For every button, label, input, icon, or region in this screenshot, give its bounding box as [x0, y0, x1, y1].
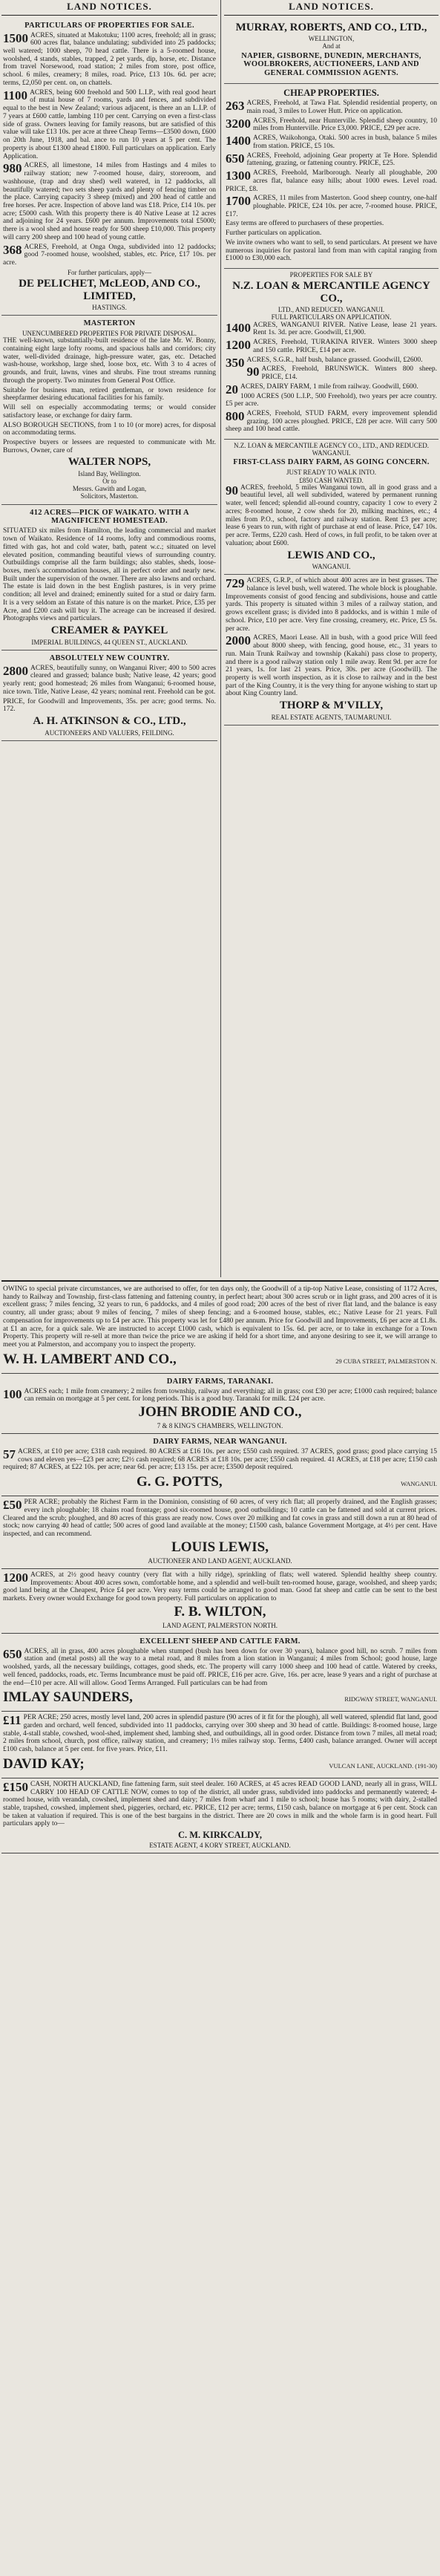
ad-saunders: [1, 1634, 439, 1712]
ad-firm-desc: NAPIER, GISBORNE, DUNEDIN, MERCHANTS, WOOLBROKERS, AUCTIONEERS, LAND AND GENERAL COMMISSION AGENTS.: [241, 51, 421, 78]
ad-paragraph: 650 ACRES, Freehold, adjoining Gear property at Te Hore. Splendid fattening, grazing, or fattening country. PRICE, £25.: [226, 151, 437, 168]
ad-paragraph: 350 ACRES, S.G.R., half bush, balance grassed. Goodwill, £2600.: [226, 355, 423, 370]
ad-paragraph: 1400 ACRES, WANGANUI RIVER. Native Lease, lease 21 years. Rent 1s. 3d. per acre. Goodwill, £1,900.: [226, 320, 437, 337]
ad-paragraph: Easy terms are offered to purchasers of these properties.: [226, 220, 384, 228]
ad-firm-name: A. H. ATKINSON & CO., LTD.,: [33, 715, 186, 728]
ad-subtitle: JUST READY TO WALK INTO.: [286, 469, 377, 477]
ad-paragraph: 2800 ACRES, beautifully sunny, on Wanganui River; 400 to 500 acres cleared and grassed; balance bush; Native lease, 42 years; good yearly rent; good homestead; 26 miles from Wanganui; 6-roomed house, nice town. Title, Native Lease, 42 years; nominal rent. Freehold can be got.: [3, 663, 216, 696]
ad-address: ESTATE AGENT, 4 KORY STREET, AUCKLAND.: [149, 1842, 291, 1850]
ad-address: Island Bay, Wellington.: [78, 469, 141, 477]
left-section-header: LAND NOTICES.: [1, 0, 217, 16]
ad-title: CHEAP PROPERTIES.: [283, 88, 379, 99]
ad-paragraph: 650 ACRES, all in grass, 400 acres ploughable when stumped (bush has been down for over 30 years), balance good hill, no scrub. 7 miles from station and (metal posts) all the way to a metal road, and 8 miles from a lion station in Wanganui; 4 miles from School; good house, large woolshed, yards, all the necessary buildings, cottages, good sheds, etc. The property will carry 1000 sheep and 100 head of cattle. Watered by creeks, well fenced, paddocks, roads, etc. Terms Incumbrance must be paid off. PRICE, £16 per acre. Give, 16s. per acre, lease 9 years and a right of purchase at the end—£10 per acre. All will allow. Good Terms Arranged. Full particulars can be had from: [3, 1646, 437, 1687]
ad-thorp-mvilly: [224, 575, 439, 725]
ad-paragraph: 1100 ACRES, being 600 freehold and 500 L.I.P., with real good heart of mutai house of 7 rooms, yards and fences, and subdivided equal to the best in New Zealand; various adjacent, is there an an L.I.P. of 7 years at £600 cattle, lambing 110 per cent. Carrying on even a first-class side of grass. Owners leaving for family reasons, but are satisfied of this value will take £13 10s. per acre at three Cheap Terms—£3500 down, £600 on 20th June, 1918, and bal. ance to run 10 years at 5 per cent. The property is about £1300 ahead £1800. Full particulars on application. Early Application.: [3, 88, 216, 160]
ad-paragraph: We invite owners who want to sell, to send particulars. At present we have numerous inquiries for pastoral land from man with capital ranging from £1000 to £30,000 each.: [226, 238, 437, 263]
ad-brodie: [1, 1374, 439, 1434]
ad-firm-name: MURRAY, ROBERTS, AND CO., LTD.,: [235, 21, 427, 33]
ad-louis-lewis: [1, 1496, 439, 1569]
ad-firm-row: [3, 1473, 437, 1492]
ad-firm-row: [3, 1755, 437, 1774]
wide-ads: [1, 1279, 439, 1853]
ad-address: Or to: [102, 477, 116, 486]
ad-title: ABSOLUTELY NEW COUNTRY.: [49, 653, 170, 662]
ad-paragraph: 1500 ACRES, situated at Makotuku; 1100 acres, freehold; all in grass; 600 acres flat, balance undulating; subdivided into 25 paddocks; well watered; 1000 sheep, 70 head cattle. There is a 5-roomed house, woolshed, 4 stands, stables, trapped, 2 pet yards, dip, horse, etc. Distance from travel Norsewood, road station; 2 miles from store, post office, school. 6 miles, creamery; 8 miles, road. Price, £13 10s. 6d. per acre; terms, £2,050 per cent. on, on chattels.: [3, 30, 216, 87]
ad-firm-name: LEWIS AND CO.,: [287, 549, 375, 561]
ad-paragraph: 1000 ACRES (500 L.I.P., 500 Freehold), two years per acre country. £5 per acre.: [226, 392, 437, 408]
ad-lambert: [1, 1283, 439, 1374]
ad-firm-name: N.Z. LOAN & MERCANTILE AGENCY CO.,: [232, 280, 430, 304]
ad-title: 412 ACRES—PICK OF WAIKATO. WITH A MAGNIFICENT HOMESTEAD.: [30, 508, 189, 526]
ad-title: FIRST-CLASS DAIRY FARM, AS GOING CONCERN.: [233, 458, 430, 467]
ad-paragraph: 1700 ACRES, 11 miles from Masterton. Good sheep country, one-half ploughable. PRICE, £24 10s. per acre, 7-roomed house. PRICE, £17.: [226, 194, 437, 218]
ad-firm-name: DAVID KAY;: [3, 1755, 85, 1772]
ad-paragraph: PRICE, for Goodwill and Improvements, 35s. per acre; good terms. No. 172.: [3, 697, 216, 714]
ad-title: EXCELLENT SHEEP AND CATTLE FARM.: [139, 1637, 301, 1646]
ad-firm-name: WALTER NOPS,: [68, 456, 151, 469]
ad-paragraph: 368 ACRES, Freehold, at Onga Onga, subdivided into 12 paddocks; good 7-roomed house, woolshed, stables, etc. Price, £17 10s. per acre.: [3, 242, 216, 267]
ad-address: 7 & 8 KING'S CHAMBERS, WELLINGTON.: [157, 1421, 283, 1429]
ad-paragraph: Will sell on especially accommodating terms; or would consider satisfactory lease, or exchange for dairy farm.: [3, 404, 216, 420]
ad-nz-loan: [224, 269, 439, 440]
ad-firm-name: JOHN BRODIE AND CO.,: [138, 1404, 302, 1421]
ad-title: DAIRY FARMS, TARANAKI.: [166, 1377, 274, 1386]
ad-firm-name: F. B. WILTON,: [174, 1603, 266, 1620]
ad-kay: [1, 1712, 439, 1778]
ad-paragraph: 1400 ACRES, Waikohonga, Otaki. 500 acres in bush, balance 5 miles from station. PRICE, £5 10s.: [226, 134, 437, 150]
ad-subtitle: UNENCUMBERED PROPERTIES FOR PRIVATE DISPOSAL.: [22, 330, 197, 338]
ad-paragraph: THE well-known, substantially-built residence of the late Mr. W. Bonny, containing eight large lofty rooms, and spacious halls and corridors; city water, well-divided drainage, high-pressure water, gas, etc. Detached wash-house, workshop, large shed, loose box, etc. With 3 to 4 acres of grounds, and fruit, lawns, vines and shrubs. Fine trout streams running through the property. Two minutes from General Post Office.: [3, 337, 216, 385]
ad-address: Solicitors, Masterton.: [80, 492, 139, 500]
ad-paragraph: Suitable for business man, retired gentleman, or town residence for sheepfarmer desiring educational facilities for his family.: [3, 386, 216, 402]
ad-firm-sub: AUCTIONEERS AND VALUERS, FEILDING.: [45, 728, 174, 737]
ad-address: Messrs. Gawith and Logan,: [72, 485, 147, 493]
ad-paragraph: 1200 ACRES, Freehold, TURAKINA RIVER. Winters 3000 sheep and 150 cattle. PRICE, £14 per acre.: [226, 338, 437, 354]
right-column: [224, 0, 439, 1277]
ad-paragraph: 90 ACRES, freehold, 5 miles Wanganui town, all in good grass and a beautiful level, all well subdivided, watered by permanent running water, well fenced; splendid all-round country, capacity 1 cow to every 2 acres; 8-roomed house, 2 cow sheds for 20, milking machines, etc.; 4 miles from P.O., school, factory and railway station. Rent £3 per acre; lease 6 years to run, with right of purchase at end of lease. Price, £47 10s. per acre. Terms, £220 cash. Herd of cows, in full profit, to be taken over at valuation; about £600.: [226, 483, 437, 547]
ad-firm-name: THORP & M'VILLY,: [279, 700, 384, 712]
ad-firm-town: WELLINGTON,: [308, 35, 355, 43]
ad-paragraph: 800 ACRES, Freehold, STUD FARM, every improvement splendid grazing. 100 acres ploughed. PRICE, £28 per acre. Will carry 500 sheep and 100 head cattle.: [226, 408, 437, 434]
ad-paragraph: 3200 ACRES, Freehold, near Hunterville. Splendid sheep country, 10 miles from Hunterville. Price £3,000. PRICE, £29 per acre.: [226, 116, 437, 133]
ad-address: IMPERIAL BUILDINGS, 44 QUEEN ST., AUCKLAND.: [31, 638, 188, 646]
ad-address: RIDGWAY STREET, WANGANUI.: [344, 1695, 437, 1703]
ad-firm-row: [3, 1351, 437, 1369]
ad-firm-name: LOUIS LEWIS,: [171, 1539, 269, 1555]
ad-firm-sub: FULL PARTICULARS ON APPLICATION.: [271, 313, 392, 322]
ad-waikato: [1, 505, 217, 650]
ad-paragraph: £50 PER ACRE; probably the Richest Farm in the Dominion, consisting of 60 acres, of very rich flat; all properly drained, and the English grasses; every inch ploughable; 18 chains road frontage; good six-roomed house, good outbuildings; 10 cattle can be fattened and sold at current prices. Cleared and the scrub; ploughed, and 80 acres of this grass are ready now. Cows over 20 milking and fat cows in grass and still down a run at 80 head of stock; now carrying 40 head of cattle; 500 acres of good land available at the money; £1500 cash, balance Government Mortgage, at 4½ per cent. Have inspected, and can recommend.: [3, 1498, 437, 1539]
right-section-header: LAND NOTICES.: [224, 0, 439, 16]
ad-title: MASTERTON: [83, 319, 136, 328]
ad-address: 29 CUBA STREET, PALMERSTON N.: [335, 1357, 437, 1365]
ad-firm-name: C. M. KIRKCALDY,: [177, 1830, 263, 1841]
ad-firm-name: W. H. LAMBERT AND CO.,: [3, 1351, 177, 1367]
ad-paragraph: 980 ACRES, all limestone, 14 miles from Hastings and 4 miles to railway station; new 7-roomed house, dairy, storeroom, and washhouse, (trap and dray shed) well watered, in 12 paddocks, all beautifully watered; two sets sheep yards and plenty of fencing timber on the place. Carrying capacity 3 sheep (mixed) and 200 head of cattle and free horses. Per acre. Inspection of above land was £18. Price, £14 10s. per acre; £5000 cash. With this property there is 40 Native Lease at 12 acres and adjoining for 24 years. £600 per annum. Improvements total £5000; there is a wool shed and house ready for 500 sheep £10,000. This property will carry 200 sheep and 100 head of young cattle.: [3, 161, 216, 241]
ad-atkinson: [1, 650, 217, 741]
ad-murray-roberts: [224, 18, 439, 84]
ad-paragraph: £150 CASH, NORTH AUCKLAND, fine fattening farm, suit steel dealer. 160 ACRES, at 45 acres READ GOOD LAND, nearly all in grass, WILL CARRY 100 HEAD OF CATTLE NOW, comes to top of the district, all under grass, subdivided into paddocks and permanently watered; 4-roomed house, with verandah, cowshed, implement shed and dairy; 7 miles from wharf and 1 mile to school; house has 5 rooms; with dairy, 2-stalled stable, trapshed, cowshed, implement shed, piggeries, orchard, etc. PRICE, £12 per acre; terms, £150 cash, balance on mortgage at 6 per cent. Stock can be taken at valuation if required. This is one of the best bargains in the district. There are 20 cows in milk and the whole farm is in good heart. Full particulars apply to—: [3, 1779, 437, 1828]
ad-and: And at: [322, 42, 341, 50]
ad-title: PROPERTIES FOR SALE BY: [289, 271, 373, 279]
ad-paragraph: 2000 ACRES, Maori Lease. All in bush, with a good price Will feed about 8000 sheep, with fencing, good house, etc., 31 years to run. Main Trunk Railway and township (Kakahi) pass close to property, and there is a good railway station only 1 mile away. Rent 9d. per acre for 21 years, 1s. for last 21 years. Price, 30s. per acre (Goodwill). The property is well worth inspection, as it is close to railway and in the best part of the King Country, it is the very thing for anyone wishing to start up about King Country land.: [226, 633, 437, 698]
ad-paragraph: 1200 ACRES, at 2½ good heavy country (very flat with a hilly ridge), sprinkling of flats; well watered. Splendid healthy sheep country. Improvements: About 400 acres sown, comfortable home, and a splendid and well-built ten-roomed house, garage, woolshed, and sheep yards; good land being at the Cheapest, Price £4 per acre. Very easy terms could be arranged to good man. Good fat sheep and cattle can be sent to the best markets. Every owner would Exchange for good town property. Full particulars on application to: [3, 1570, 437, 1603]
ad-firm-sub: AUCTIONEER AND LAND AGENT, AUCKLAND.: [148, 1556, 292, 1565]
ad-paragraph: 90 ACRES, Freehold, BRUNSWICK. Winters 800 sheep. PRICE, £14.: [246, 365, 437, 382]
ad-wilton: [1, 1569, 439, 1634]
ad-title: DAIRY FARMS, NEAR WANGANUI.: [153, 1438, 287, 1447]
ad-paragraph: 263 ACRES, Freehold, at Tawa Flat. Splendid residential property, on main road, 3 miles to Lower Hutt. Price on application.: [226, 99, 437, 115]
ad-paragraph: SITUATED six miles from Hamilton, the leading commercial and market town of Waikato. Residence of 14 rooms, lofty and commodious rooms, fitted with gas, hot and cold water, bath, patent w.c.; situated on level elevated position, commanding beautiful views of surrounding country. Outbuildings comprise all the farm buildings; also stables, sheds, loose-boxes, men's accommodation houses, all in perfect order and nearly new. Built under the supervision of the owner. There are also lawns and orchard. The estate is laid down in the best English pastures, is in very prime condition; all level and drained; eminently suited for a stud or dairy farm. It is a very seldom an Estate of this nature is on the market. Price, £35 per Acre, and £200 cash will buy it. The acreage can be increased if desired. Photographs views and particulars.: [3, 527, 216, 623]
ad-firm-name: DE PELICHET, McLEOD, AND CO., LIMITED,: [19, 278, 200, 302]
ad-paragraph: 1300 ACRES, Freehold, Marlborough. Nearly all ploughable, 200 acres flat, balance easy hills; about 1000 ewes. Level road. PRICE, £8.: [226, 169, 437, 193]
ad-paragraph: ALSO BOROUGH SECTIONS, from 1 to 10 (or more) acres, for disposal on accommodating terms.: [3, 421, 216, 437]
ad-firm-row: [3, 1689, 437, 1707]
ad-firm-town: HASTINGS.: [92, 304, 127, 311]
ad-paragraph: 20 ACRES, DAIRY FARM, 1 mile from railway. Goodwill, £600.: [226, 382, 418, 397]
ad-kirkcaldy: [1, 1778, 439, 1854]
ad-firm-sub: N.Z. LOAN & MERCANTILE AGENCY CO., LTD., AND REDUCED. WANGANUI.: [233, 442, 430, 457]
ad-paragraph: £11 PER ACRE; 250 acres, mostly level land, 200 acres in splendid pasture (90 acres of it fit for the plough), all well watered, splendid flat land, good garden and orchard, well fenced, subdivided into 11 paddocks, carrying over 300 sheep and 30 head of cattle. Buildings: 8-roomed house, large stable, 4-stall stable, cowshed, wool-shed, implement shed, lambing shed, and outbuildings, all in good order. Distance from town 7 miles, all metal road; 2 miles from school, church, post office, railway station, and creamery; 1½ miles railway stop. Terms, £400 cash, balance arranged. Owner will accept £100 cash, balance at 5 per cent. for five years. Price, £11.: [3, 1713, 437, 1754]
ad-address: VULCAN LANE, AUCKLAND. (191-30): [329, 1761, 437, 1770]
divider: [1, 1280, 439, 1282]
ad-firm-sub: LAND AGENT, PALMERSTON NORTH.: [162, 1621, 278, 1629]
left-column: [1, 0, 217, 1277]
ad-potts: [1, 1434, 439, 1496]
ad-firm-name: CREAMER & PAYKEL: [50, 625, 168, 637]
ad-firm-town: WANGANUI.: [312, 563, 351, 571]
ad-paragraph: 57 ACRES, at £10 per acre; £318 cash required. 80 ACRES at £16 10s. per acre; £550 cash required. 37 ACRES, good grass; good place carrying 15 cows and eleven yes—£23 per acre; £2½ cash required; 68 ACRES at £18 10s. per acre; £550 cash required. 41 ACRES, at £18 per acre; £150 cash required; 87 ACRES, at £22 10s. per acre; near 6d. per acre; £13 15s. per acre; £3500 deposit required.: [3, 1447, 437, 1472]
ad-firm-sub: REAL ESTATE AGENTS, TAUMARUNUI.: [271, 713, 392, 721]
ad-paragraph: Further particulars on application.: [226, 229, 322, 238]
ad-masterton: [1, 316, 217, 504]
ad-cheap-properties: [224, 84, 439, 269]
ad-firm-sub: LTD., AND REDUCED. WANGANUI.: [278, 306, 385, 314]
ad-subtitle: £850 CASH WANTED.: [299, 476, 364, 484]
ad-de-pelichet: [1, 18, 217, 316]
ad-firm-name: G. G. POTTS,: [137, 1474, 223, 1490]
ad-firm-town: WANGANUI.: [401, 1480, 437, 1488]
ad-paragraph: OWING to special private circumstances, we are authorised to offer, for ten days only, the Goodwill of a tip-top Native Lease, consisting of 1172 Acres, handy to Railway and Township, first-class fattening and fattening country, in perfect heart; about 300 acres scrub or in light grass, and 200 acres of it is excellent grass; 7 miles fencing, 32 years to run, 6 paddocks, and 4 miles of good road; 200 acres of the best of river flat land, and the balance is easy country, all under grass; about 9 miles of fencing, 7 miles of sheep fencing; and a 6-roomed house, stables, etc.; Native Lease for 21 years. Full compensation for improvements up to £4 per acre. This property was let for £480 per annum. Price for Goodwill and Improvements, £6 per acre at £1.8s. at £1 an acre, for a quick sale. We are instructed to accept £1000 cash, which is equivalent to 15s. 6d. per acre, or to take in exchange for a Town Property. This property will re-sell at more than twice the price we are asking if held for a short time, and anyone desiring to see it, we will arrange to meet you at Palmerston, and accompany you to inspect the property.: [3, 1285, 437, 1349]
ad-paragraph: 729 ACRES, G.R.P., of which about 400 acres are in best grasses. The balance is level bush, well watered. The whole block is ploughable. Improvements consist of good fencing and subdivisions, house and cattle yards. This property is situated within 3 miles of a railway station, and grows excellent grass; is divided into 8 paddocks, and is within 1 mile of school. Price, £10 per acre. Very fine crossing, creamery, etc. Price, £5 5s. per acre.: [226, 576, 438, 633]
ad-paragraph: Prospective buyers or lessees are requested to communicate with Mr. Burrows, Owner, care of: [3, 438, 216, 454]
ad-lewis-dairy: [224, 440, 439, 575]
ad-firm-name: IMLAY SAUNDERS,: [3, 1689, 133, 1706]
ad-further: For further particulars, apply—: [68, 268, 151, 276]
ad-title: PARTICULARS OF PROPERTIES FOR SALE.: [24, 21, 194, 30]
column-rule: [220, 0, 221, 1277]
ad-paragraph: 100 ACRES each; 1 mile from creamery; 2 miles from township, railway and everything; all in grass; cost £30 per acre; £1000 cash required; balance can remain on mortgage at 5 per cent. for long periods. This is a good buy. Taranaki for milk. £24 per acre.: [3, 1386, 437, 1403]
